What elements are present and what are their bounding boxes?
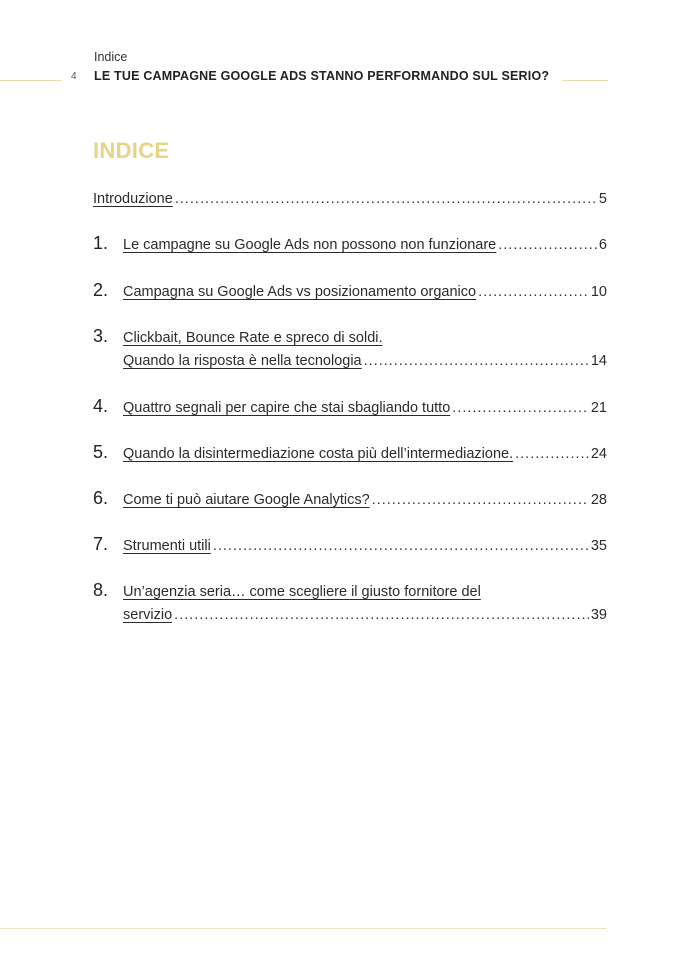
dot-leader (213, 538, 589, 554)
toc-entry-label-line1[interactable]: Clickbait, Bounce Rate e spreco di soldi. (123, 330, 383, 346)
book-title: LE TUE CAMPAGNE GOOGLE ADS STANNO PERFORMANDO SUL SERIO? (94, 69, 550, 83)
header-rule-left (0, 80, 62, 81)
toc-entry-page: 6 (598, 237, 607, 253)
dot-leader (478, 284, 589, 300)
footer-rule (0, 928, 607, 929)
toc-entry-label[interactable]: Campagna su Google Ads vs posizionamento organico (123, 284, 477, 300)
toc-heading: INDICE (93, 138, 170, 163)
toc-entry-label[interactable]: Strumenti utili (123, 538, 211, 554)
toc-entry-page: 10 (590, 284, 607, 300)
dot-leader (175, 191, 597, 207)
toc-entry-label-line1[interactable]: Un’agenzia seria… come scegliere il giusto fornitore del (123, 584, 481, 600)
dot-leader (174, 607, 589, 623)
toc-entry-page: 28 (590, 492, 607, 508)
toc-entry-page: 21 (590, 400, 607, 416)
toc-entry-label[interactable]: Quando la disintermediazione costa più dell’intermediazione. (123, 446, 514, 462)
dot-leader (452, 400, 589, 416)
dot-leader (364, 353, 589, 369)
toc-entry-label[interactable]: Le campagne su Google Ads non possono non funzionare (123, 237, 497, 253)
dot-leader (498, 237, 597, 253)
toc-entry-page: 24 (590, 446, 607, 462)
running-header (0, 66, 700, 86)
chapter-number: 6. (93, 488, 109, 508)
chapter-number: 1. (93, 233, 109, 253)
page-number: 4 (71, 71, 77, 82)
toc-entry-label[interactable]: Come ti può aiutare Google Analytics? (123, 492, 370, 508)
toc-entry-label[interactable]: Quattro segnali per capire che stai sbagliando tutto (123, 400, 451, 416)
toc-entry-label[interactable]: Introduzione (93, 191, 173, 207)
chapter-number: 8. (93, 580, 109, 600)
chapter-number: 7. (93, 534, 109, 554)
toc-entry-page: 5 (598, 191, 607, 207)
running-header-section: Indice (94, 50, 128, 64)
chapter-number: 3. (93, 326, 109, 346)
chapter-number: 4. (93, 396, 109, 416)
toc-entry-label-line2[interactable]: servizio (123, 607, 173, 623)
dot-leader (372, 492, 589, 508)
chapter-number: 5. (93, 442, 109, 462)
header-rule-right (562, 80, 608, 81)
dot-leader (515, 446, 589, 462)
toc-entry-page: 35 (590, 538, 607, 554)
toc-entry-page: 39 (590, 607, 607, 623)
toc-entry-page: 14 (590, 353, 607, 369)
chapter-number: 2. (93, 280, 109, 300)
toc-entry-label-line2[interactable]: Quando la risposta è nella tecnologia (123, 353, 362, 369)
